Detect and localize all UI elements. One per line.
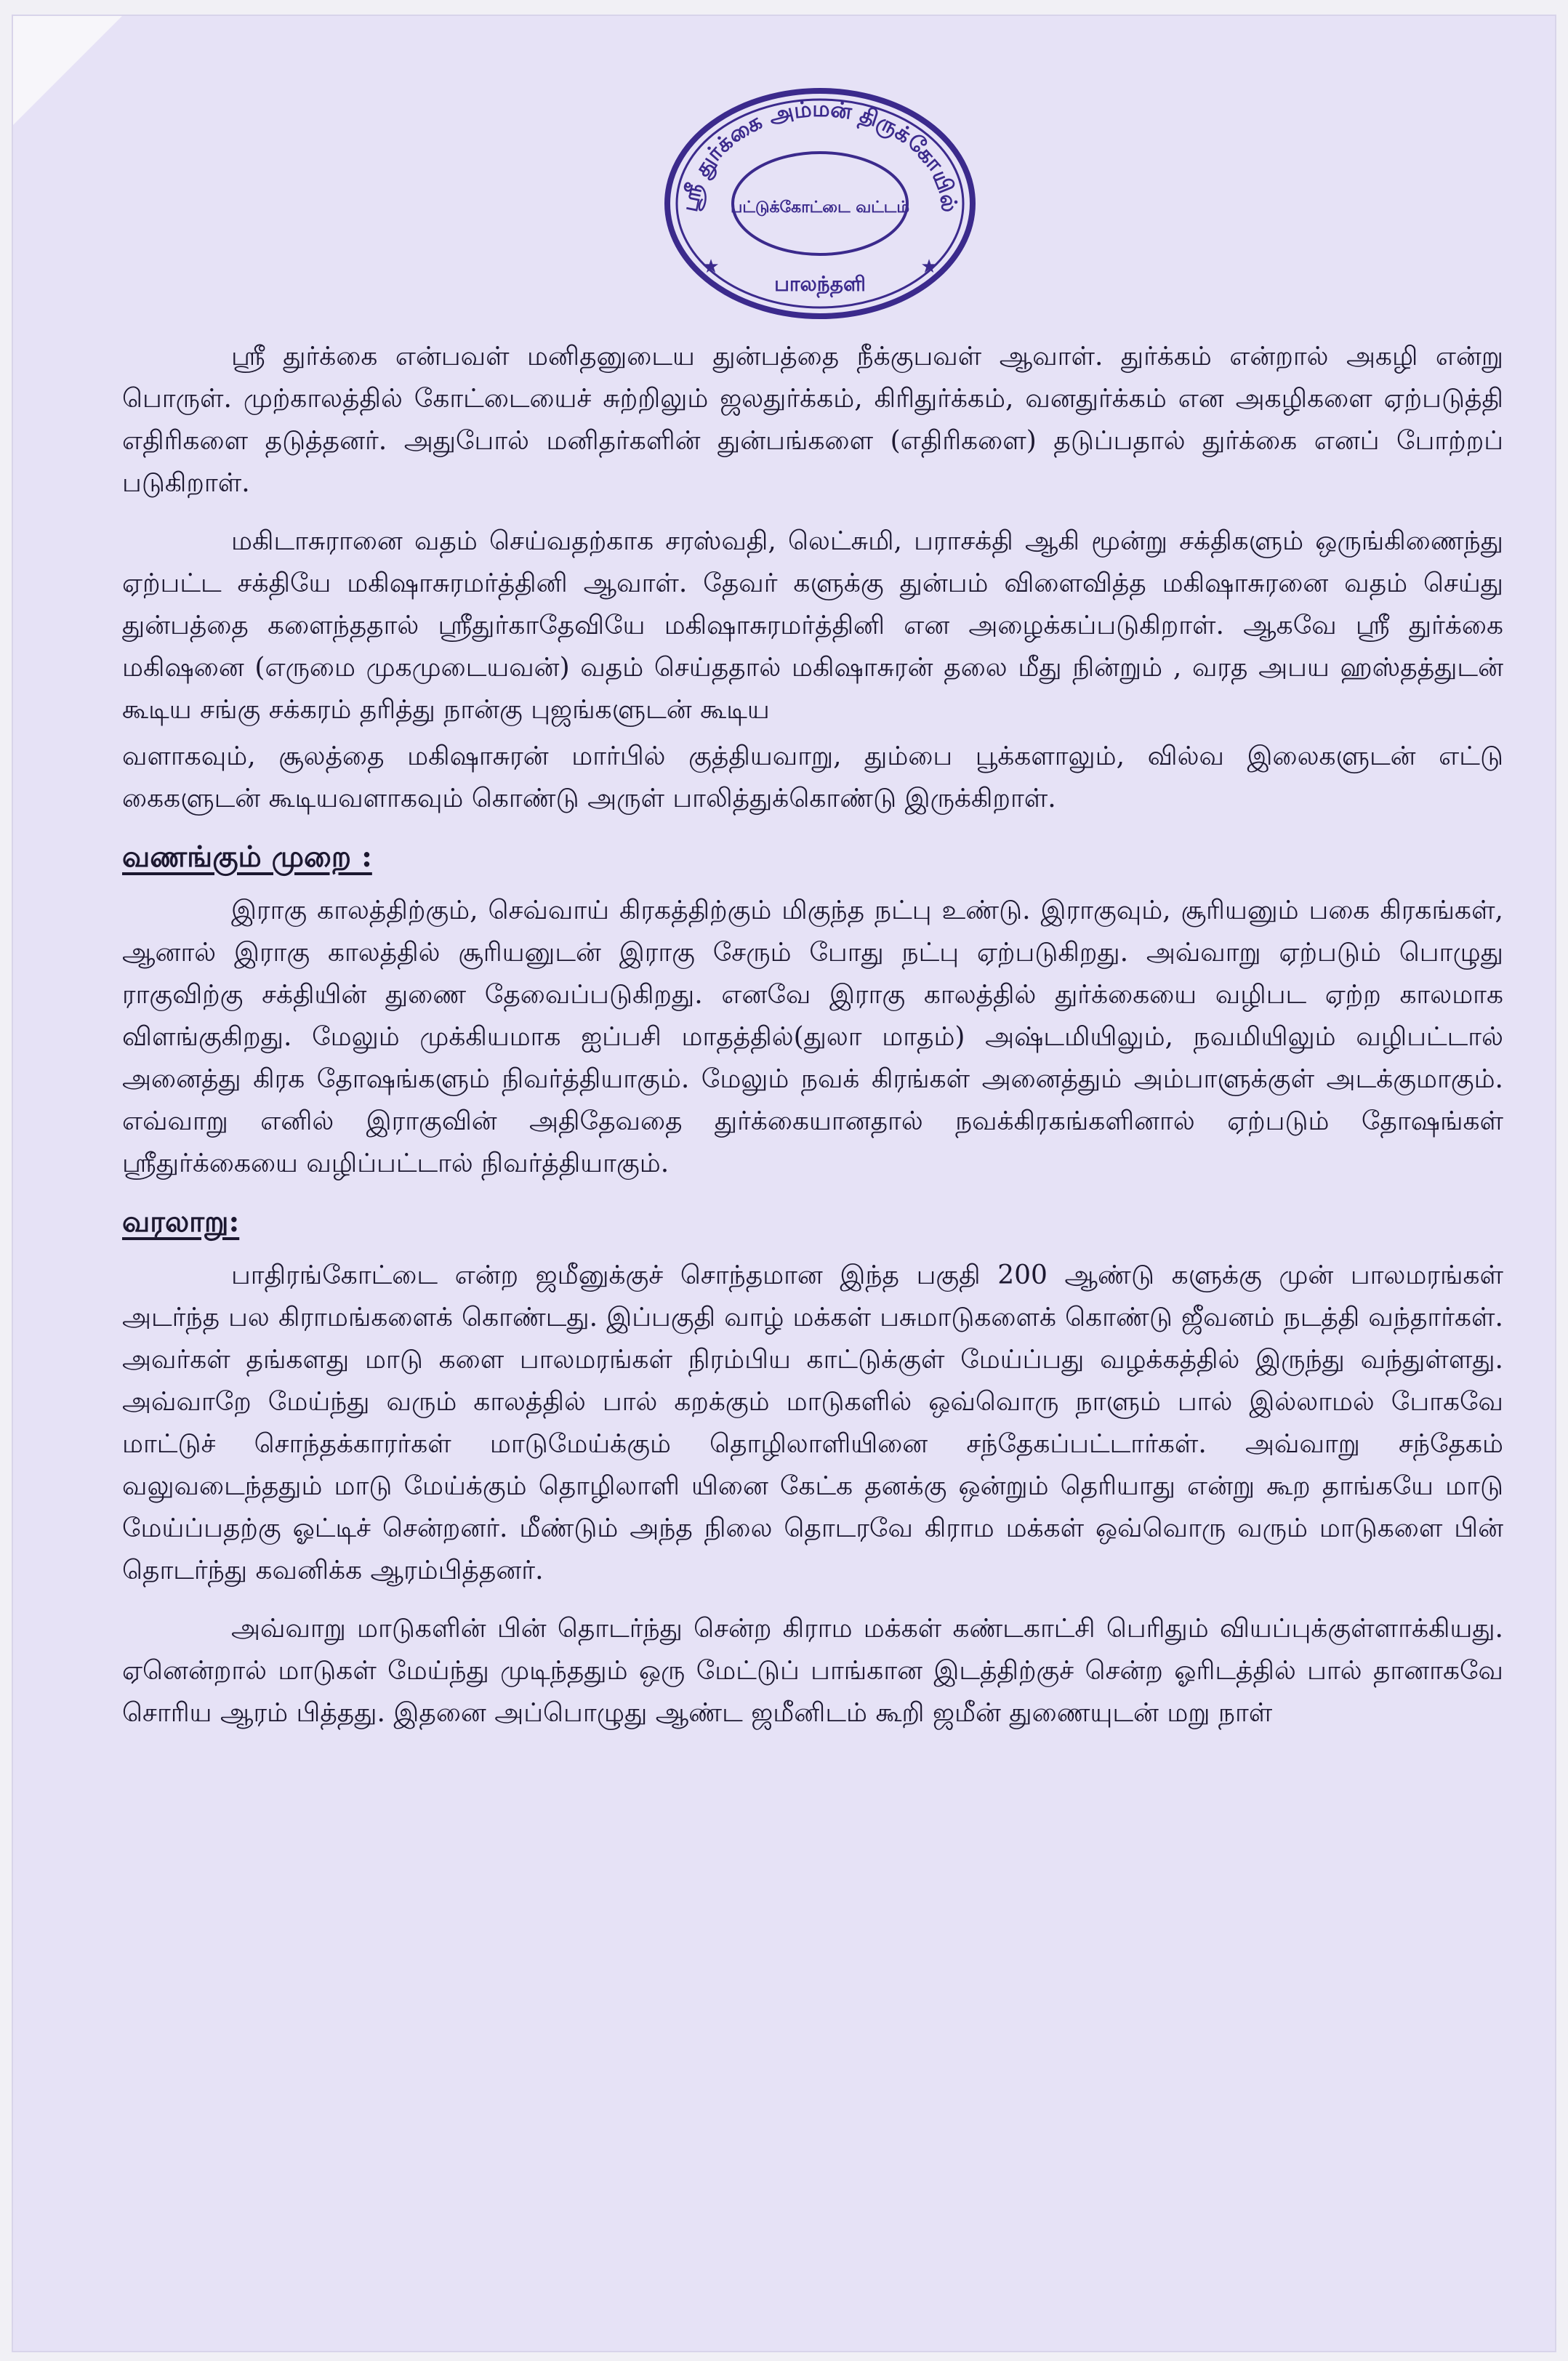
- history-paragraph-1: பாதிரங்கோட்டை என்ற ஜமீனுக்குச் சொந்தமான இந்த பகுதி 200 ஆண்டு களுக்கு முன் பாலமரங்கள் அடர்ந்த பல கிராமங்களைக் கொண்டது. இப்பகுதி வாழ் மக்கள் பசுமாடுகளைக் கொண்டு ஜீவனம் நடத்தி வந்தார்கள். அவர்கள் தங்களது மாடு களை பாலமரங்கள் நிரம்பிய காட்டுக்குள் மேய்ப்பது வழக்கத்தில் இருந்து வந்துள்ளது. அவ்வாறே மேய்ந்து வரும் காலத்தில் பால் கறக்கும் மாடுகளில் ஒவ்வொரு நாளும் பால் இல்லாமல் போகவே மாட்டுச் சொந்தக்காரர்கள் மாடுமேய்க்கும் தொழிலாளியினை சந்தேகப்பட்டார்கள். அவ்வாறு சந்தேகம் வலுவடைந்ததும் மாடு மேய்க்கும் தொழிலாளி யினை கேட்க தனக்கு ஒன்றும் தெரியாது என்று கூற தாங்கயே மாடு மேய்ப்பதற்கு ஓட்டிச் சென்றனர். மீண்டும் அந்த நிலை தொடரவே கிராம மக்கள் ஒவ்வொரு வரும் மாடுகளை பின் தொடர்ந்து கவனிக்க ஆரம்பித்தனர்.: [122, 1260, 1503, 1585]
- history-paragraph-2: அவ்வாறு மாடுகளின் பின் தொடர்ந்து சென்ற கிராம மக்கள் கண்டகாட்சி பெரிதும் வியப்புக்குள்ளாக்கியது. ஏனென்றால் மாடுகள் மேய்ந்து முடிந்ததும் ஒரு மேட்டுப் பாங்கான இடத்திற்குச் சென்ற ஓரிடத்தில் பால் தானாகவே சொரிய ஆரம் பித்தது. இதனை அப்பொழுது ஆண்ட ஜமீனிடம் கூறி ஜமீன் துணையுடன் மறு நாள்: [122, 1614, 1503, 1728]
- document-body: [122, 336, 1503, 1750]
- seal-outer-text: ஸ்ரீ துர்க்கை அம்மன் திருக்கோயில்: [677, 96, 962, 214]
- temple-seal-stamp: [660, 80, 980, 320]
- folded-corner: [13, 16, 122, 125]
- intro-paragraph-1: ஸ்ரீ துர்க்கை என்பவள் மனிதனுடைய துன்பத்தை நீக்குபவள் ஆவாள். துர்க்கம் என்றால் அகழி என்று பொருள். முற்காலத்தில் கோட்டையைச் சுற்றிலும் ஜலதுர்க்கம், கிரிதுர்க்கம், வனதுர்க்கம் என அகழிகளை ஏற்படுத்தி எதிரிகளை தடுத்தனர். அதுபோல் மனிதர்களின் துன்பங்களை (எதிரிகளை) தடுப்பதால் துர்க்கை எனப் போற்றப் படுகிறாள்.: [122, 342, 1503, 498]
- seal-star-right-icon: ★: [920, 256, 938, 278]
- intro-paragraph-2: மகிடாசுரானை வதம் செய்வதற்காக சரஸ்வதி, லெட்சுமி, பராசக்தி ஆகி மூன்று சக்திகளும் ஒருங்கிணைந்து ஏற்பட்ட சக்தியே மகிஷாசுரமர்த்தினி ஆவாள். தேவர் களுக்கு துன்பம் விளைவித்த மகிஷாசுரனை வதம் செய்து துன்பத்தை களைந்ததால் ஸ்ரீதுர்காதேவியே மகிஷாசுரமர்த்தினி என அழைக்கப்படுகிறாள். ஆகவே ஸ்ரீ துர்க்கை மகிஷனை (எருமை முகமுடையவன்) வதம் செய்ததால் மகிஷாசுரன் தலை மீது நின்றும் , வரத அபய ஹஸ்தத்துடன் கூடிய சங்கு சக்கரம் தரித்து நான்கு புஜங்களுடன் கூடிய: [122, 526, 1503, 725]
- worship-paragraph-1: இராகு காலத்திற்கும், செவ்வாய் கிரகத்திற்கும் மிகுந்த நட்பு உண்டு. இராகுவும், சூரியனும் பகை கிரகங்கள், ஆனால் இராகு காலத்தில் சூரியனுடன் இராகு சேரும் போது நட்பு ஏற்படுகிறது. அவ்வாறு ஏற்படும் பொழுது ராகுவிற்கு சக்தியின் துணை தேவைப்படுகிறது. எனவே இராகு காலத்தில் துர்க்கையை வழிபட ஏற்ற காலமாக விளங்குகிறது. மேலும் முக்கியமாக ஐப்பசி மாதத்தில்(துலா மாதம்) அஷ்டமியிலும், நவமியிலும் வழிபட்டால் அனைத்து கிரக தோஷங்களும் நிவர்த்தியாகும். மேலும் நவக் கிரங்கள் அனைத்தும் அம்பாளுக்குள் அடக்குமாகும். எவ்வாறு எனில் இராகுவின் அதிதேவதை துர்க்கையானதால் நவக்கிரகங்களினால் ஏற்படும் தோஷங்கள் ஸ்ரீதுர்க்கையை வழிப்பட்டால் நிவர்த்தியாகும்.: [122, 896, 1503, 1178]
- section-heading-history: வரலாறு:: [122, 1204, 240, 1239]
- section-heading-worship: வணங்கும் முறை :: [122, 840, 372, 874]
- scanned-page: [13, 16, 1555, 2351]
- seal-graphic: [660, 80, 980, 320]
- seal-star-left-icon: ★: [702, 256, 720, 278]
- intro-paragraph-3: வளாகவும், சூலத்தை மகிஷாசுரன் மார்பில் குத்தியவாறு, தும்பை பூக்களாலும், வில்வ இலைகளுடன் எட்டு கைகளுடன் கூடியவளாகவும் கொண்டு அருள் பாலித்துக்கொண்டு இருக்கிறாள்.: [122, 741, 1503, 813]
- seal-middle-text: பட்டுக்கோட்டை வட்டம்: [730, 198, 910, 217]
- seal-bottom-text: பாலந்தளி: [774, 272, 866, 296]
